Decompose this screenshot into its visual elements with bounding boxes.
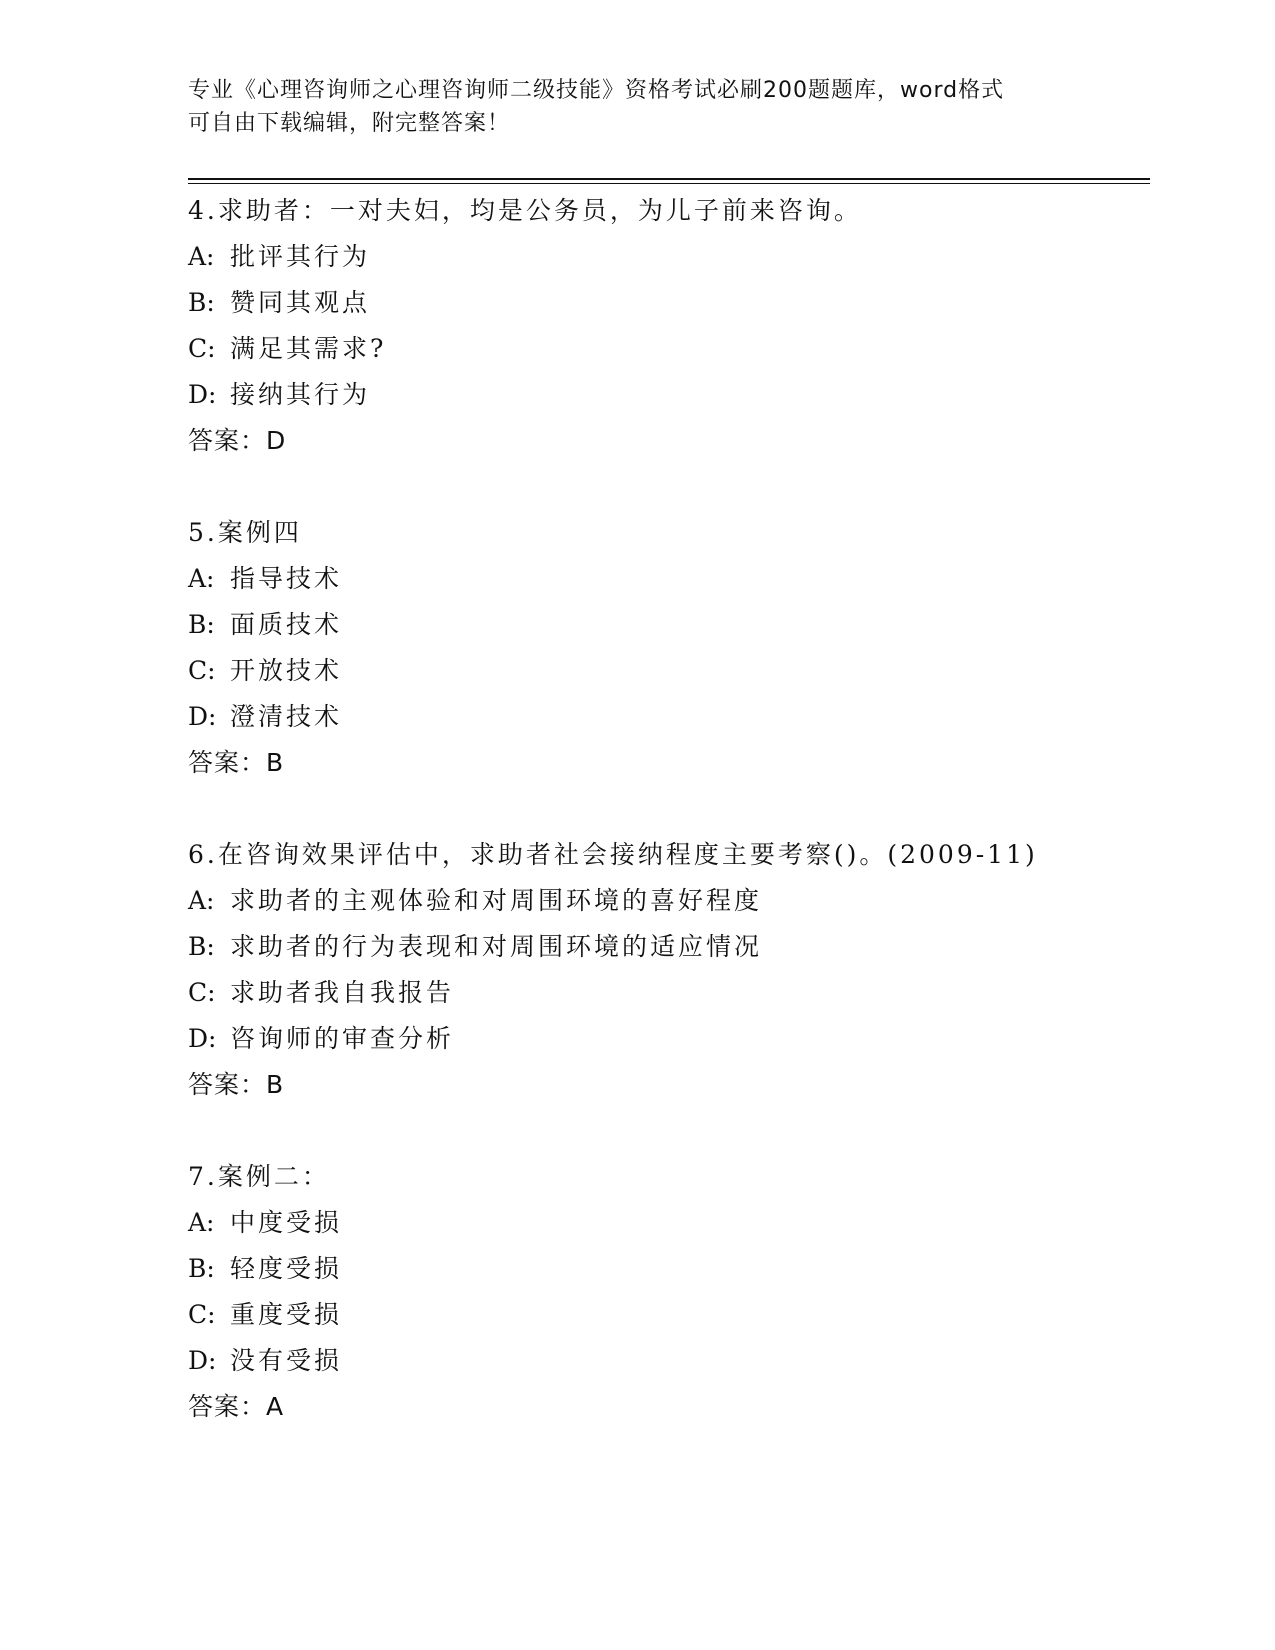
option-text: 求助者的主观体验和对周围环境的喜好程度 [230,886,763,915]
question-list [188,188,1148,1476]
option-text: 赞同其观点 [230,288,371,317]
option-key: B: [188,288,215,317]
option-text: 面质技术 [230,610,343,639]
document-header [188,74,1088,140]
option-text: 重度受损 [230,1300,343,1329]
option-b [188,924,1148,970]
option-key: B: [188,1254,215,1283]
option-text: 求助者我自我报告 [230,978,455,1007]
option-key: D: [188,702,217,731]
answer-line: 答案：A [188,1392,285,1421]
option-d [188,694,1148,740]
option-c [188,648,1148,694]
option-a [188,556,1148,602]
option-d [188,1338,1148,1384]
answer-line: 答案：D [188,426,287,455]
header-divider [188,178,1150,180]
option-key: A: [188,1208,215,1237]
option-key: D: [188,380,217,409]
option-key: D: [188,1024,217,1053]
question-4 [188,188,1148,464]
option-key: A: [188,564,215,593]
option-text: 批评其行为 [230,242,371,271]
option-c [188,970,1148,1016]
option-text: 咨询师的审查分析 [230,1024,455,1053]
option-text: 澄清技术 [230,702,343,731]
option-key: C: [188,334,216,363]
option-text: 求助者的行为表现和对周围环境的适应情况 [230,932,763,961]
question-5 [188,510,1148,786]
option-d [188,372,1148,418]
option-key: A: [188,886,215,915]
question-7 [188,1154,1148,1430]
option-a [188,878,1148,924]
option-key: B: [188,932,215,961]
option-c [188,326,1148,372]
question-stem: 4.求助者：一对夫妇，均是公务员，为儿子前来咨询。 [188,196,862,225]
option-b [188,1246,1148,1292]
option-d [188,1016,1148,1062]
question-stem: 6.在咨询效果评估中，求助者社会接纳程度主要考察()。(2009-11) [188,840,1038,869]
option-b [188,280,1148,326]
option-text: 指导技术 [230,564,343,593]
option-text: 接纳其行为 [230,380,371,409]
question-stem: 7.案例二： [188,1162,330,1191]
header-title-line-1: 专业《心理咨询师之心理咨询师二级技能》资格考试必刷200题题库，word格式 [188,78,1005,103]
question-6 [188,832,1148,1108]
option-key: B: [188,610,215,639]
option-text: 满足其需求? [230,334,387,363]
option-c [188,1292,1148,1338]
option-key: A: [188,242,215,271]
header-title-line-2: 可自由下载编辑，附完整答案！ [188,111,511,136]
option-a [188,1200,1148,1246]
option-b [188,602,1148,648]
option-text: 开放技术 [230,656,343,685]
option-text: 中度受损 [230,1208,343,1237]
option-text: 没有受损 [230,1346,343,1375]
option-text: 轻度受损 [230,1254,343,1283]
option-key: C: [188,1300,216,1329]
question-stem: 5.案例四 [188,518,302,547]
option-key: C: [188,656,216,685]
option-key: D: [188,1346,217,1375]
option-a [188,234,1148,280]
answer-line: 答案：B [188,1070,285,1099]
option-key: C: [188,978,216,1007]
answer-line: 答案：B [188,748,285,777]
